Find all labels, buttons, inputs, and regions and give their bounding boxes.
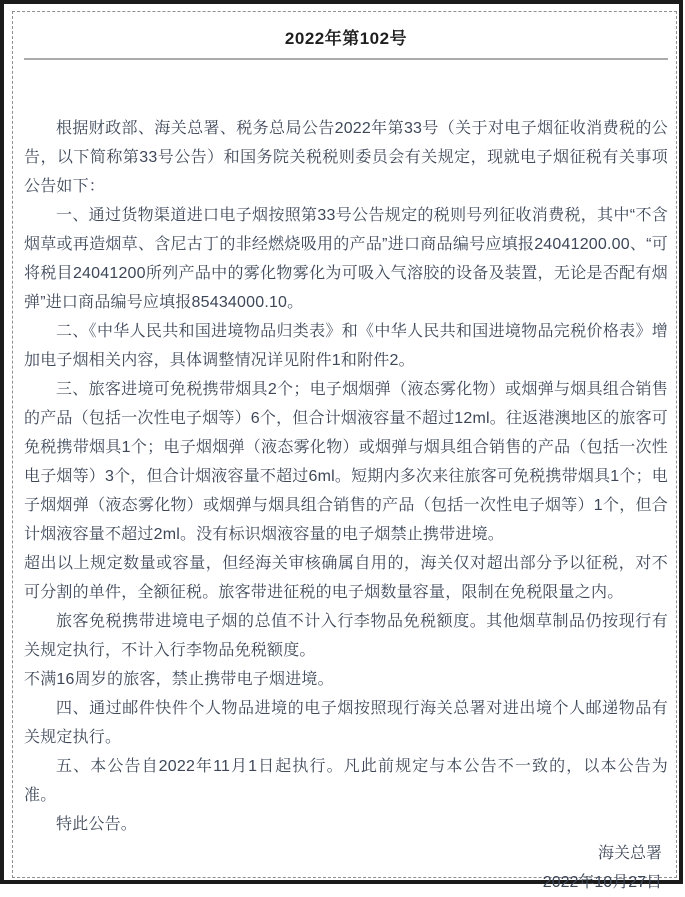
title-divider [24, 58, 668, 60]
paragraph: 一、通过货物渠道进口电子烟按照第33号公告规定的税则号列征收消费税，其中“不含烟草或再造烟草、含尼古丁的非经燃烧吸用的产品”进口商品编号应填报24041200.00、“可将税目24041200所列产品中的雾化物雾化为可吸入气溶胶的设备及装置，无论是否配有烟弹”进口商品编号应填报85434000.10。 [24, 207, 668, 311]
paragraph: 四、通过邮件快件个人物品进境的电子烟按照现行海关总署对进出境个人邮递物品有关规定执行。 [24, 700, 668, 746]
paragraph: 二、《中华人民共和国进境物品归类表》和《中华人民共和国进境物品完税价格表》增加电子烟相关内容，具体调整情况详见附件1和附件2。 [24, 323, 668, 369]
paragraph: 超出以上规定数量或容量，但经海关审核确属自用的，海关仅对超出部分予以征税，对不可分割的单件，全额征税。旅客带进征税的电子烟数量容量，限制在免税限量之内。 [24, 555, 668, 601]
paragraph: 特此公告。 [56, 816, 138, 833]
paragraph: 五、本公告自2022年11月1日起执行。凡此前规定与本公告不一致的，以本公告为准。 [24, 758, 668, 804]
document-body [24, 114, 668, 839]
signature-date: 2022年10月27日 [542, 874, 662, 891]
paragraph: 根据财政部、海关总署、税务总局公告2022年第33号（关于对电子烟征收消费税的公告，以下简称第33号公告）和国务院关税税则委员会有关规定，现就电子烟征税有关事项公告如下： [24, 120, 668, 195]
paragraph: 三、旅客进境可免税携带烟具2个；电子烟烟弹（液态雾化物）或烟弹与烟具组合销售的产品（包括一次性电子烟等）6个，但合计烟液容量不超过12ml。往返港澳地区的旅客可免税携带烟具1个；电子烟烟弹（液态雾化物）或烟弹与烟具组合销售的产品（包括一次性电子烟等）3个，但合计烟液容量不超过6ml。短期内多次来往旅客可免税携带烟具1个；电子烟烟弹（液态雾化物）或烟弹与烟具组合销售的产品（包括一次性电子烟等）1个，但合计烟液容量不超过2ml。没有标识烟液容量的电子烟禁止携带进境。 [24, 381, 668, 543]
inner-dashed-frame [12, 11, 677, 891]
document-title: 2022年第102号 [284, 29, 408, 48]
paragraph: 旅客免税携带进境电子烟的总值不计入行李物品免税额度。其他烟草制品仍按现行有关规定执行，不计入行李物品免税额度。 [24, 613, 668, 659]
signature-agency: 海关总署 [597, 845, 662, 862]
paragraph: 不满16周岁的旅客，禁止携带电子烟进境。 [24, 671, 334, 688]
signature-block [24, 839, 668, 897]
